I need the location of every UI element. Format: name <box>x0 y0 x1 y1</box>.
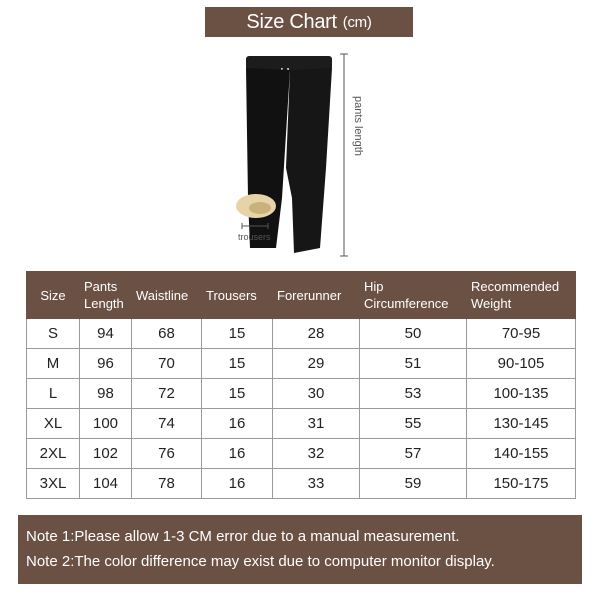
column-header: Size <box>27 272 80 319</box>
table-cell: 130-145 <box>467 409 576 439</box>
note-1: Note 1:Please allow 1-3 CM error due to a manual measurement. <box>26 528 460 545</box>
table-cell: 51 <box>360 349 467 379</box>
table-cell: 102 <box>80 439 132 469</box>
table-row <box>27 349 576 379</box>
table-row <box>27 319 576 349</box>
column-header: Trousers <box>202 272 273 319</box>
table-row <box>27 439 576 469</box>
table-cell: 31 <box>273 409 360 439</box>
table-cell: 74 <box>132 409 202 439</box>
note-2: Note 2:The color difference may exist due to computer monitor display. <box>26 553 495 570</box>
table-cell: M <box>27 349 80 379</box>
fleece-lining-inner <box>249 202 271 214</box>
table-row <box>27 379 576 409</box>
table-cell: 72 <box>132 379 202 409</box>
table-cell: 32 <box>273 439 360 469</box>
table-cell: 150-175 <box>467 469 576 499</box>
column-header: Recommended Weight <box>467 272 576 319</box>
table-cell: 55 <box>360 409 467 439</box>
table-cell: XL <box>27 409 80 439</box>
size-table <box>26 271 576 499</box>
table-row <box>27 469 576 499</box>
table-cell: 33 <box>273 469 360 499</box>
table-cell: 15 <box>202 349 273 379</box>
table-header-row <box>27 272 576 319</box>
right-leg-shape <box>286 68 332 253</box>
table-cell: 16 <box>202 409 273 439</box>
table-cell: 100 <box>80 409 132 439</box>
column-header: Forerunner <box>273 272 360 319</box>
left-leg-shape <box>246 68 290 248</box>
table-cell: 50 <box>360 319 467 349</box>
table-cell: 140-155 <box>467 439 576 469</box>
table-cell: 68 <box>132 319 202 349</box>
table-cell: 29 <box>273 349 360 379</box>
column-header: Hip Circumference <box>360 272 467 319</box>
trousers-label: trousers <box>238 232 271 242</box>
table-cell: 76 <box>132 439 202 469</box>
table-cell: 70-95 <box>467 319 576 349</box>
table-cell: 57 <box>360 439 467 469</box>
table-cell: 104 <box>80 469 132 499</box>
table-cell: 59 <box>360 469 467 499</box>
table-cell: 70 <box>132 349 202 379</box>
table-cell: 30 <box>273 379 360 409</box>
size-chart-title <box>205 7 413 37</box>
waistband-shape <box>246 56 332 70</box>
table-cell: L <box>27 379 80 409</box>
table-cell: 16 <box>202 469 273 499</box>
table-cell: 100-135 <box>467 379 576 409</box>
column-header: Pants Length <box>80 272 132 319</box>
table-body <box>27 319 576 499</box>
table-cell: 96 <box>80 349 132 379</box>
table-cell: 28 <box>273 319 360 349</box>
table-cell: 3XL <box>27 469 80 499</box>
table-cell: 78 <box>132 469 202 499</box>
title-text: Size Chart <box>246 10 337 33</box>
notes-box <box>18 515 582 584</box>
title-unit: (cm) <box>342 13 372 31</box>
table-cell: 94 <box>80 319 132 349</box>
table-cell: 16 <box>202 439 273 469</box>
table-cell: 90-105 <box>467 349 576 379</box>
table-cell: 15 <box>202 379 273 409</box>
table-cell: 53 <box>360 379 467 409</box>
pants-length-label: pants length <box>352 96 364 156</box>
column-header: Waistline <box>132 272 202 319</box>
table-cell: S <box>27 319 80 349</box>
table-cell: 15 <box>202 319 273 349</box>
table-row <box>27 409 576 439</box>
table-cell: 98 <box>80 379 132 409</box>
table-cell: 2XL <box>27 439 80 469</box>
